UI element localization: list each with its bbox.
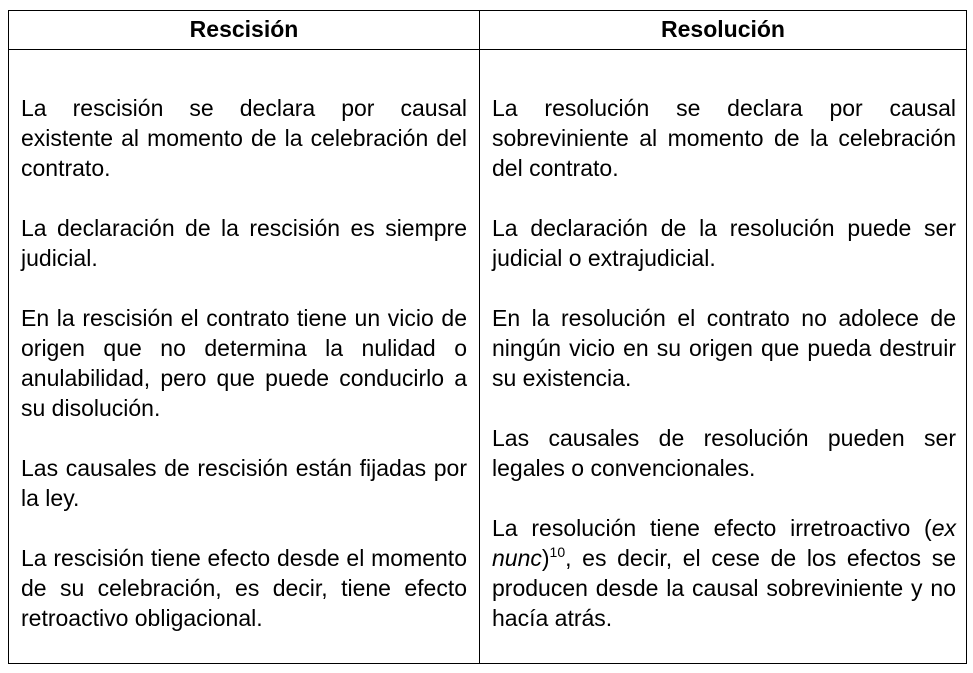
footnote-ref: 10 bbox=[549, 544, 566, 560]
header-rescision: Rescisión bbox=[9, 11, 480, 49]
rescision-paragraph: La declaración de la rescisión es siempre judicial. bbox=[21, 215, 467, 271]
resolucion-paragraph: La declaración de la resolución puede ser judicial o extrajudicial. bbox=[492, 215, 956, 271]
rescision-paragraph: La rescisión se declara por causal existente al momento de la celebración del contrato. bbox=[21, 95, 467, 181]
header-resolucion: Resolución bbox=[661, 16, 785, 42]
table-header-row bbox=[9, 11, 966, 50]
resolucion-paragraph: La resolución se declara por causal sobreviniente al momento de la celebración del contrato. bbox=[492, 95, 956, 181]
resolucion-paragraph: En la resolución el contrato no adolece de ningún vicio en su origen que pueda destruir su existencia. bbox=[492, 305, 956, 391]
rescision-paragraph: La rescisión tiene efecto desde el momento de su celebración, es decir, tiene efecto retroactivo obligacional. bbox=[21, 545, 467, 631]
rescision-paragraph: En la rescisión el contrato tiene un vicio de origen que no determina la nulidad o anulabilidad, pero que puede conducirlo a su disolución. bbox=[21, 305, 467, 421]
ex-nunc-term: ex nunc bbox=[492, 515, 956, 571]
resolucion-paragraph: Las causales de resolución pueden ser legales o convencionales. bbox=[492, 425, 956, 481]
effect-text-start: La resolución tiene efecto irretroactivo ( bbox=[492, 515, 932, 541]
rescision-column bbox=[9, 50, 480, 663]
resolucion-paragraph-effect bbox=[492, 513, 956, 633]
closing-paren: ) bbox=[541, 545, 550, 571]
effect-text-end: , es decir, el cese de los efectos se producen desde la causal sobreviniente y no hacía atrás. bbox=[492, 545, 956, 631]
resolucion-column bbox=[480, 50, 966, 663]
comparison-table bbox=[8, 10, 967, 664]
table-body-row bbox=[9, 50, 966, 663]
rescision-paragraph: Las causales de rescisión están fijadas por la ley. bbox=[21, 455, 467, 511]
